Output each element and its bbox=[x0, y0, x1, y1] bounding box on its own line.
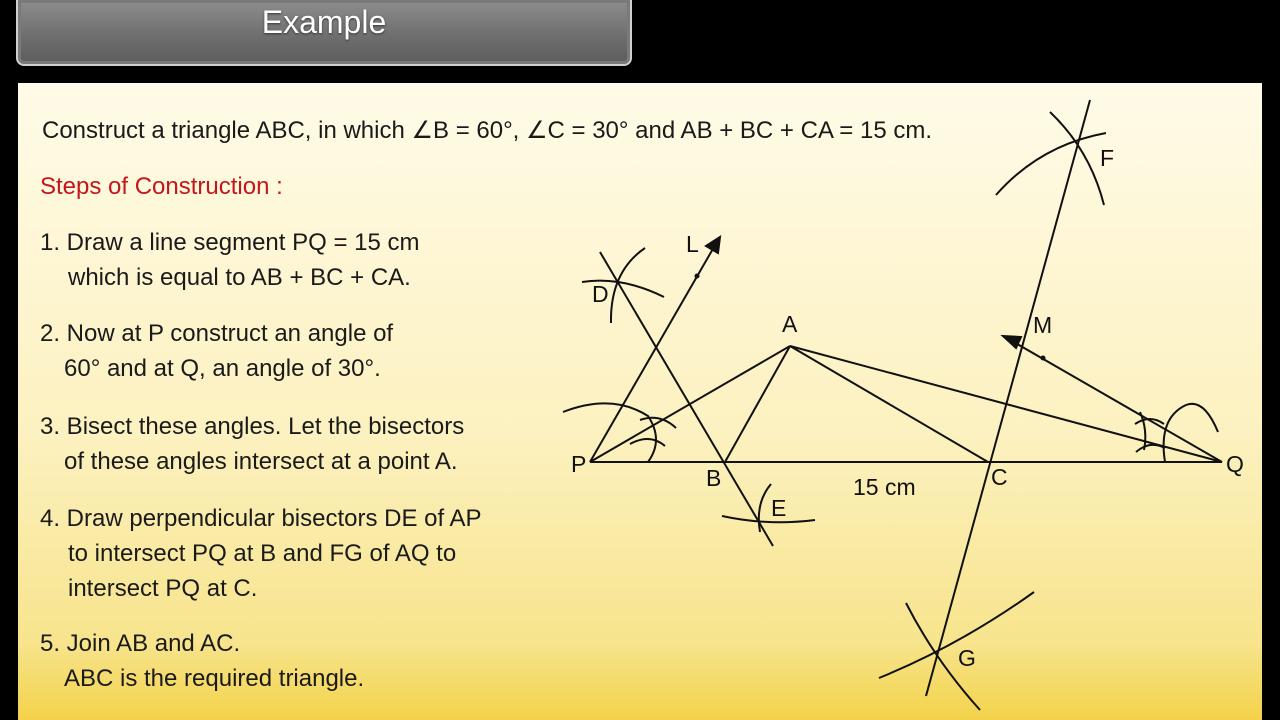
label-d: D bbox=[592, 281, 609, 307]
arrow-m bbox=[1003, 336, 1021, 348]
label-length: 15 cm bbox=[853, 474, 916, 500]
ray-pl bbox=[590, 247, 714, 462]
header-title: Example bbox=[261, 4, 387, 40]
label-g: G bbox=[958, 645, 976, 671]
problem-statement: Construct a triangle ABC, in which ∠B = 60°, ∠C = 30° and AB + BC + CA = 15 cm. bbox=[42, 117, 933, 144]
perp-bisector-fg bbox=[926, 100, 1090, 696]
label-q: Q bbox=[1226, 451, 1244, 477]
step-3-line-1: 3. Bisect these angles. Let the bisectors bbox=[40, 413, 465, 440]
label-p: P bbox=[571, 451, 587, 477]
arc-p-3 bbox=[630, 439, 665, 446]
label-b: B bbox=[706, 465, 722, 491]
arc-e-1 bbox=[722, 516, 815, 522]
arc-f-2 bbox=[1050, 112, 1104, 205]
side-ab bbox=[725, 346, 790, 462]
label-c: C bbox=[991, 464, 1008, 490]
point-m-dot bbox=[1041, 356, 1046, 361]
label-m: M bbox=[1033, 312, 1053, 338]
arc-q-4 bbox=[1136, 445, 1165, 452]
arrow-l bbox=[706, 237, 720, 253]
step-2-line-2: 60° and at Q, an angle of 30°. bbox=[64, 355, 381, 382]
arc-d-2 bbox=[611, 248, 645, 323]
step-1-line-1: 1. Draw a line segment PQ = 15 cm bbox=[40, 229, 420, 256]
step-5-line-2: ABC is the required triangle. bbox=[64, 665, 365, 692]
label-e: E bbox=[771, 495, 787, 521]
arc-q-2 bbox=[1135, 419, 1164, 424]
arc-g-1 bbox=[879, 592, 1034, 678]
step-4-line-2: to intersect PQ at B and FG of AQ to bbox=[68, 540, 457, 567]
label-l: L bbox=[686, 231, 699, 257]
label-a: A bbox=[782, 311, 798, 337]
point-l-dot bbox=[695, 274, 700, 279]
step-4-line-1: 4. Draw perpendicular bisectors DE of AP bbox=[40, 505, 482, 532]
step-3-line-2: of these angles intersect at a point A. bbox=[64, 448, 458, 475]
step-1-line-2: which is equal to AB + BC + CA. bbox=[68, 264, 411, 291]
side-ac bbox=[790, 346, 988, 462]
step-5-line-1: 5. Join AB and AC. bbox=[40, 630, 241, 657]
step-4-line-3: intersect PQ at C. bbox=[68, 575, 258, 602]
step-2-line-1: 2. Now at P construct an angle of bbox=[40, 320, 394, 347]
steps-title: Steps of Construction : bbox=[40, 173, 283, 200]
label-f: F bbox=[1100, 145, 1115, 171]
